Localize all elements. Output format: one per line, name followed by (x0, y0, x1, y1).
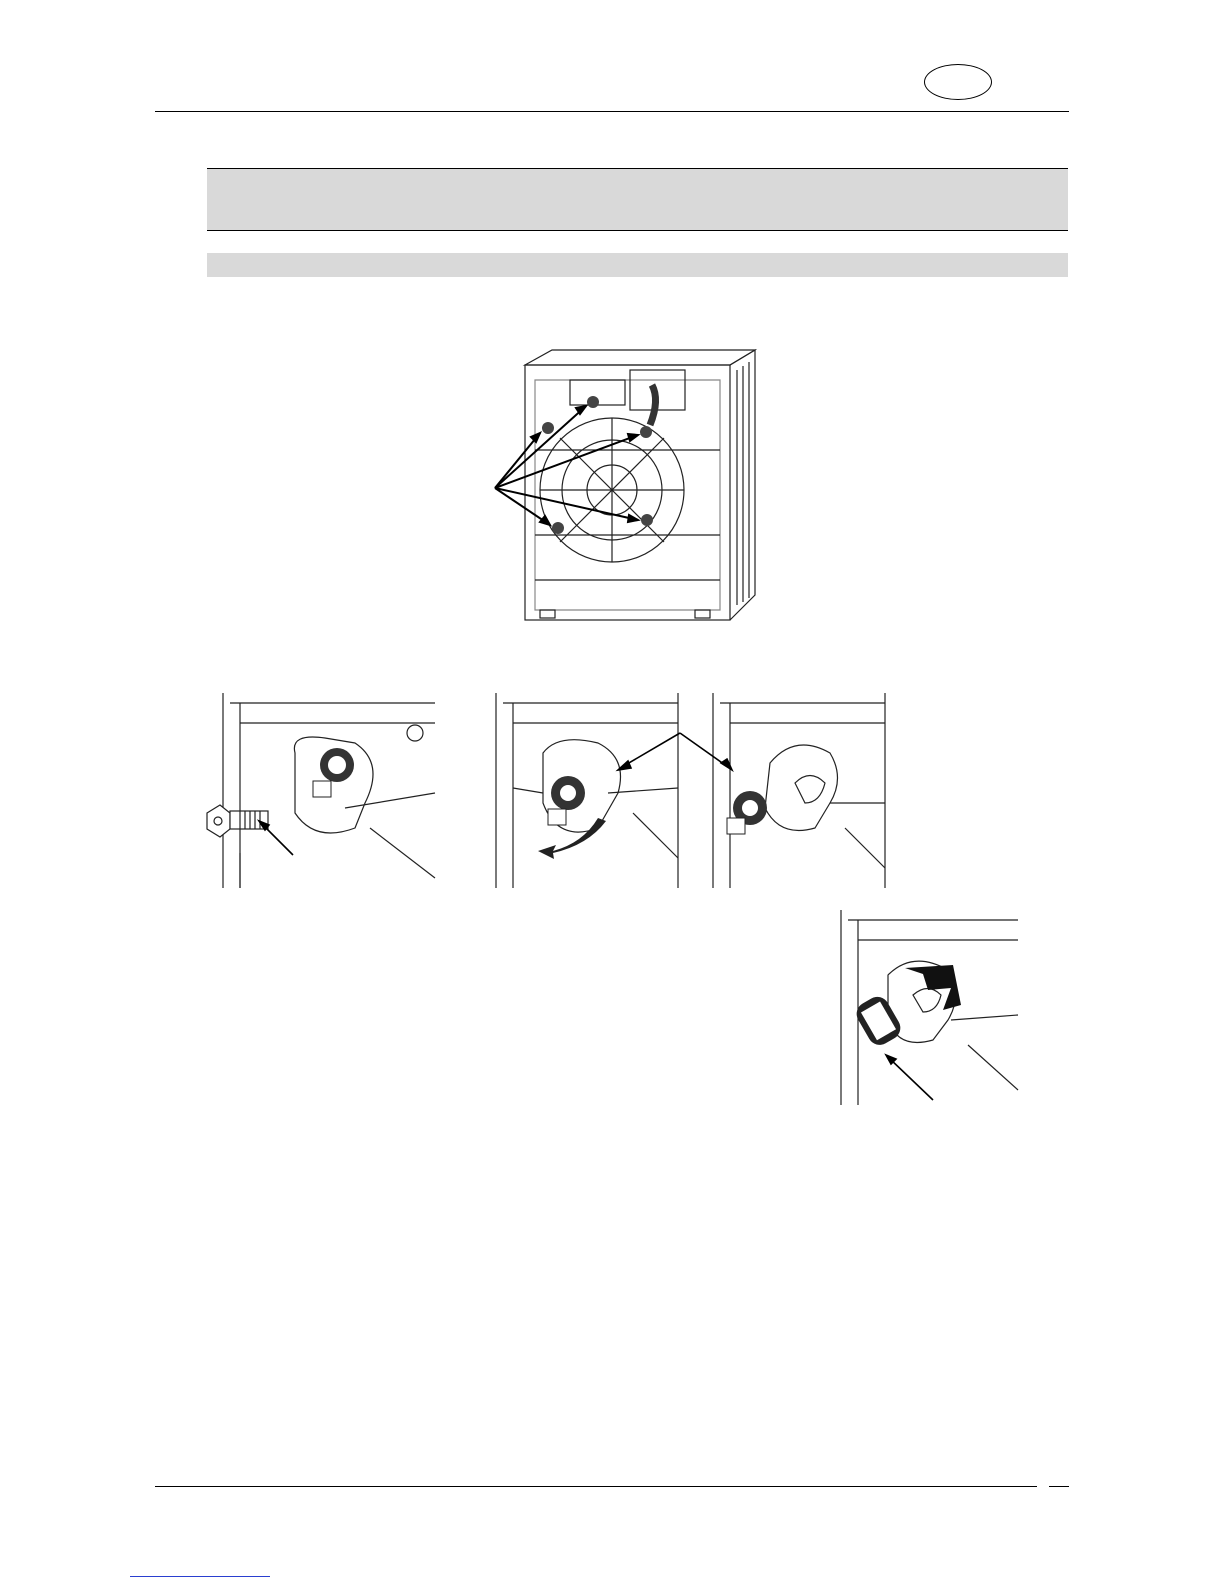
step-2-illustration (488, 693, 688, 888)
step-2-3-pointer-arrows (600, 725, 740, 785)
section-title-banner (207, 168, 1068, 231)
page-number-rule (1049, 1486, 1069, 1487)
step-3-illustration (705, 693, 890, 888)
language-badge (924, 64, 992, 100)
header-rule (155, 111, 1069, 112)
footer-rule (155, 1486, 1037, 1487)
footer-link-underline[interactable] (130, 1576, 270, 1577)
subsection-band (207, 253, 1068, 277)
step-1-illustration (195, 693, 435, 888)
step-4-illustration (833, 910, 1023, 1105)
machine-rear-illustration (490, 340, 755, 630)
